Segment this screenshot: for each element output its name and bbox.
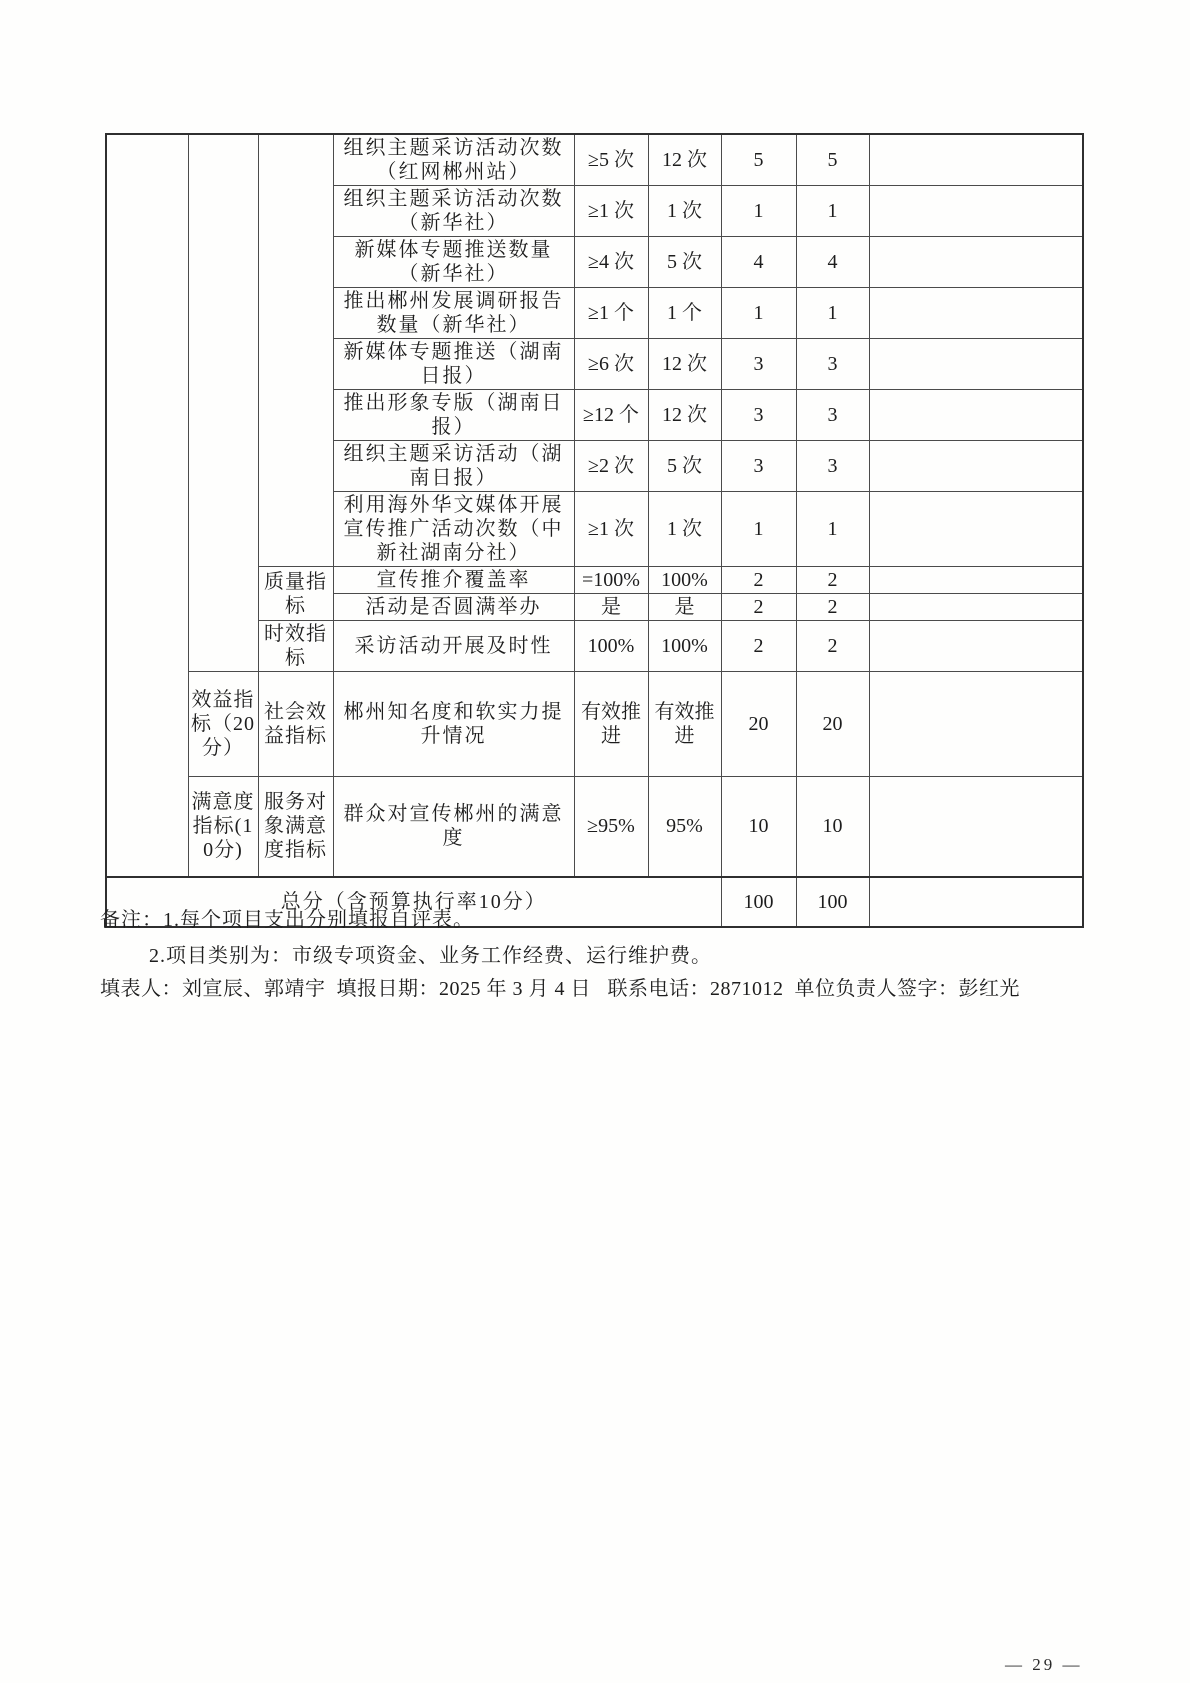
actual-value-cell: 95%	[648, 777, 721, 877]
actual-value-cell: 100%	[648, 567, 721, 594]
total-points-cell: 100	[721, 877, 796, 927]
service-satisfaction-indicator-group-cell: 服务对象满意度指标	[258, 777, 333, 877]
actual-value-cell: 1 次	[648, 186, 721, 237]
indicator-name-cell: 宣传推介覆盖率	[333, 567, 574, 594]
left-spacer-column	[106, 134, 188, 877]
remark-cell	[869, 339, 1083, 390]
remark-cell	[869, 594, 1083, 621]
remark-cell	[869, 134, 1083, 186]
actual-value-cell: 100%	[648, 621, 721, 672]
performance-self-evaluation-table	[105, 133, 1084, 928]
score-cell: 1	[796, 288, 869, 339]
actual-value-cell: 12 次	[648, 134, 721, 186]
points-cell: 2	[721, 567, 796, 594]
target-value-cell: ≥6 次	[574, 339, 648, 390]
target-value-cell: ≥95%	[574, 777, 648, 877]
table-row	[106, 777, 1083, 877]
satisfaction-indicator-group-cell: 满意度指标(10分)	[188, 777, 258, 877]
target-value-cell: ≥2 次	[574, 441, 648, 492]
points-cell: 2	[721, 621, 796, 672]
form-filler-info-line: 填表人：刘宣辰、郭靖宇 填报日期：2025 年 3 月 4 日 联系电话：2871012 单位负责人签字：彭红光	[100, 978, 1020, 1000]
target-value-cell: ≥4 次	[574, 237, 648, 288]
points-cell: 3	[721, 390, 796, 441]
actual-value-cell: 5 次	[648, 237, 721, 288]
points-cell: 4	[721, 237, 796, 288]
target-value-cell: ≥12 个	[574, 390, 648, 441]
indicator-name-cell: 组织主题采访活动次数（红网郴州站）	[333, 134, 574, 186]
target-value-cell: ≥1 次	[574, 186, 648, 237]
actual-value-cell: 有效推进	[648, 672, 721, 777]
remark-cell	[869, 672, 1083, 777]
table-row	[106, 672, 1083, 777]
remark-cell	[869, 621, 1083, 672]
indicator-name-cell: 推出郴州发展调研报告数量（新华社）	[333, 288, 574, 339]
indicator-name-cell: 组织主题采访活动（湖南日报）	[333, 441, 574, 492]
indicator-name-cell: 采访活动开展及时性	[333, 621, 574, 672]
remark-cell	[869, 288, 1083, 339]
table-row	[106, 134, 1083, 186]
target-value-cell: 有效推进	[574, 672, 648, 777]
actual-value-cell: 1 次	[648, 492, 721, 567]
score-cell: 5	[796, 134, 869, 186]
indicator-name-cell: 组织主题采访活动次数（新华社）	[333, 186, 574, 237]
output-group-spacer-cell	[188, 134, 258, 672]
target-value-cell: 是	[574, 594, 648, 621]
points-cell: 1	[721, 288, 796, 339]
notes-line-2: 2.项目类别为：市级专项资金、业务工作经费、运行维护费。	[149, 945, 712, 967]
points-cell: 3	[721, 441, 796, 492]
indicator-name-cell: 群众对宣传郴州的满意度	[333, 777, 574, 877]
remark-cell	[869, 186, 1083, 237]
actual-value-cell: 1 个	[648, 288, 721, 339]
points-cell: 3	[721, 339, 796, 390]
actual-value-cell: 12 次	[648, 390, 721, 441]
remark-cell	[869, 237, 1083, 288]
indicator-name-cell: 新媒体专题推送（湖南日报）	[333, 339, 574, 390]
score-cell: 3	[796, 390, 869, 441]
points-cell: 1	[721, 492, 796, 567]
points-cell: 5	[721, 134, 796, 186]
target-value-cell: =100%	[574, 567, 648, 594]
points-cell: 10	[721, 777, 796, 877]
total-score-label-cell: 总分（含预算执行率10分）	[106, 877, 721, 927]
score-cell: 3	[796, 339, 869, 390]
indicator-name-cell: 郴州知名度和软实力提升情况	[333, 672, 574, 777]
score-cell: 2	[796, 621, 869, 672]
points-cell: 2	[721, 594, 796, 621]
score-cell: 2	[796, 567, 869, 594]
target-value-cell: ≥1 个	[574, 288, 648, 339]
quantity-group-spacer-cell	[258, 134, 333, 567]
social-benefit-indicator-group-cell: 社会效益指标	[258, 672, 333, 777]
timeliness-indicator-group-cell: 时效指标	[258, 621, 333, 672]
quality-indicator-group-cell: 质量指标	[258, 567, 333, 621]
target-value-cell: 100%	[574, 621, 648, 672]
remark-cell	[869, 777, 1083, 877]
page-number: — 29 —	[1005, 1655, 1083, 1674]
score-cell: 2	[796, 594, 869, 621]
target-value-cell: ≥5 次	[574, 134, 648, 186]
actual-value-cell: 是	[648, 594, 721, 621]
remark-cell	[869, 567, 1083, 594]
actual-value-cell: 12 次	[648, 339, 721, 390]
target-value-cell: ≥1 次	[574, 492, 648, 567]
score-cell: 3	[796, 441, 869, 492]
notes-line-1: 备注：1.每个项目支出分别填报自评表。	[100, 909, 474, 931]
score-cell: 10	[796, 777, 869, 877]
score-cell: 1	[796, 492, 869, 567]
indicator-name-cell: 利用海外华文媒体开展宣传推广活动次数（中新社湖南分社）	[333, 492, 574, 567]
remark-cell	[869, 492, 1083, 567]
indicator-name-cell: 新媒体专题推送数量（新华社）	[333, 237, 574, 288]
points-cell: 20	[721, 672, 796, 777]
score-cell: 1	[796, 186, 869, 237]
benefit-indicator-group-cell: 效益指标（20分）	[188, 672, 258, 777]
indicator-name-cell: 活动是否圆满举办	[333, 594, 574, 621]
points-cell: 1	[721, 186, 796, 237]
remark-cell	[869, 441, 1083, 492]
score-cell: 20	[796, 672, 869, 777]
total-score-cell: 100	[796, 877, 869, 927]
remark-cell	[869, 877, 1083, 927]
score-cell: 4	[796, 237, 869, 288]
actual-value-cell: 5 次	[648, 441, 721, 492]
remark-cell	[869, 390, 1083, 441]
indicator-name-cell: 推出形象专版（湖南日报）	[333, 390, 574, 441]
